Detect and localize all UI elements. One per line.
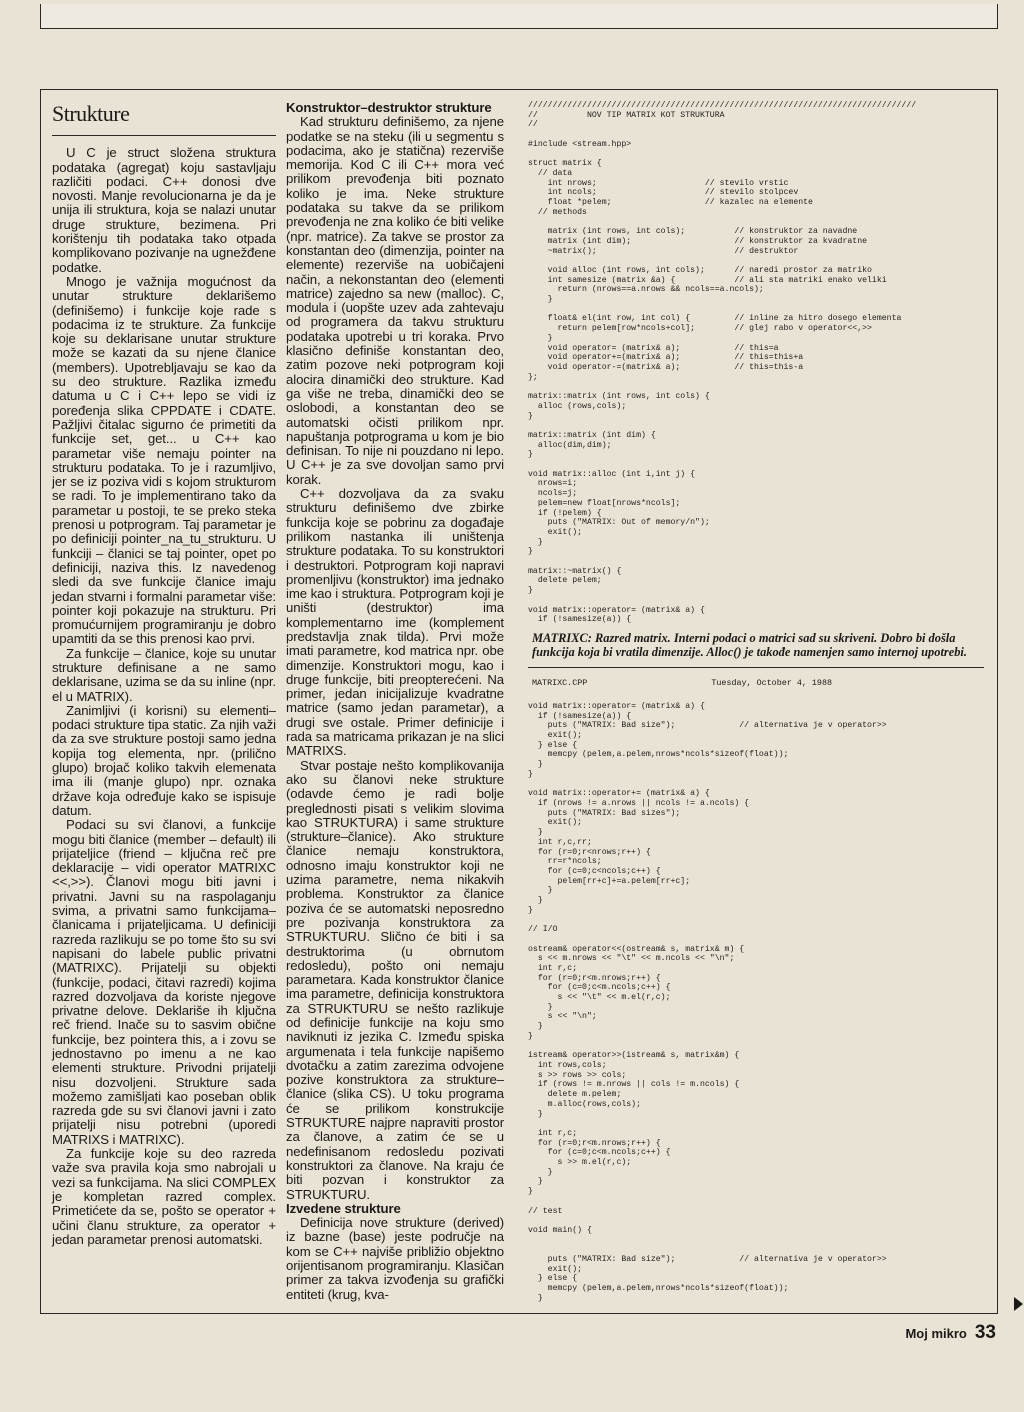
paragraph: Za funkcije – članice, koje su unutar strukture definisane a ne samo deklarisane, uzima se da su inline (npr. el u MATRIX).: [52, 645, 276, 704]
article-title: Strukture: [52, 107, 276, 136]
paragraph: Stvar postaje nešto komplikovanija ako su članovi neke strukture (odavde ćemo je radi bolje preglednosti pisati s velikim slovima kao STRUKTURA) i same strukture (strukture–članice). Ako strukture članice nemaju konstruktora, odnosno imaju konstruktor koji ne uzima parametre, nema nikakvih problema. Konstruktor za članice poziva će se automatski neposredno pre pozivanja konstruktora za STRUKTURU. Slično će biti i sa destruktorima (u obrnutom redosledu), pošto oni nemaju parametara. Kada konstruktor članice ima parametre, definicija konstruktora za STRUKTURU se nešto razlikuje od definicije funkcije na koju smo naviknuti iz jezika C. Između spiska argumenata i tela funkcije napišemo dvotačku a zatim zarezima odvojene pozive konstruktora za strukture–članice (slika CS). U toku programa će se prilikom konstrukcije STRUKTURE najpre napraviti prostor za članove, a zatim će se u nedefinisanom redosledu pozivati konstruktori za članove. Na kraju će biti pozvan i konstruktor za STRUKTURU.: [286, 757, 504, 1202]
magazine-name: Moj mikro: [905, 1326, 967, 1341]
column-2: [286, 101, 504, 1302]
paragraph: C++ dozvoljava da za svaku strukturu definišemo dve zbirke funkcija koje se pobrinu za događaje prilikom nastanka ili uništenja strukture podataka. To su konstruktori i destruktori. Potprogram koji napravi promenljivu (konstruktor) ima jednako ime kao i struktura. Potprogram koji je uništi (destruktor) ima komplementarno ime (komplement predstavlja znak tilda). Prvi može imati parametre, kod matrica npr. obe dimenzije. Konstruktori mogu, kao i druge funkcije, biti preopterećeni. Na primer, jedan inicijalizuje kvadratne matrice (samo jedan parametar), a drugi sve ostale. Primer definicije i rada sa matricama prikazan je na slici MATRIXS.: [286, 486, 504, 759]
paragraph: Mnogo je važnija mogućnost da unutar strukture deklarišemo (definišemo) i funkcije koje rade s podacima iz te strukture. Za funkcije koje su deklarisane unutar strukture može se kazati da su njene članice (members). Upotrebljavaju se kao da su deo strukture. Razlika između datuma u C i C++ lepo se vidi iz poređenja slika CPPDATE i CDATE. Pažljivi čitalac sigurno će primetiti da funkcije set, get... u C++ kao parametar više nemaju pointer na strukturu podataka. To je i razumljivo, jer se iz poziva vidi s kojom strukturom se radi. To je implementirano tako da parametar u postoji, te se preko steka prenosi u potprogram. Taj parametar je po definiciji pointer_na_tu_strukturu. U funkciji – članici se taj pointer, opet po definiciji, naziva this. Iz navedenog sledi da sve funkcije članice imaju jedan stvarni i formalni parametar više: pointer koji pokazuje na strukturu. Pri promućurnijem programiranju je dobro upamtiti da se this prenosi kao prvi.: [52, 273, 276, 647]
top-border-box: [40, 4, 998, 29]
paragraph: Definicija nove strukture (derived) iz bazne (base) jeste područje na kom se C++ najviše približio objektno orijentisanom programiranju. Klasičan primer za takva izvođenja su grafički entiteti (krug, kva-: [286, 1215, 504, 1302]
code-listing-matrixc: void matrix::operator= (matrix& a) { if (!samesize(a)) { puts ("MATRIX: Bad size"); // alternativa je v operator>> exit(); } else { memcpy (pelem,a.pelem,nrows*ncols*sizeof(float)); } } void matrix::operator+= (matrix& a) { if (nrows != a.nrows || ncols != a.ncols) { puts ("MATRIX: Bad sizes"); exit(); } int r,c,rr; for (r=0;r<nrows;r++) { rr=r*ncols; for (c=0;c<ncols;c++) { pelem[rr+c]+=a.pelem[rr+c]; } } } // I/O ostream& operator<<(ostream& s, matrix& m) { s << m.nrows << "\t" << m.ncols << "\n"; int r,c; for (r=0;r<m.nrows;r++) { for (c=0;c<m.ncols;c++) { s << "\t" << m.el(r,c); } s << "\n"; } } istream& operator>>(istream& s, matrix&m) { int rows,cols; s >> rows >> cols; if (rows != m.nrows || cols != m.ncols) { delete m.pelem; m.alloc(rows,cols); } int r,c; for (r=0;r<m.nrows;r++) { for (c=0;c<m.ncols;c++) { s >> m.el(r,c); } } } // test void main() { puts ("MATRIX: Bad size"); // alternativa je v operator>> exit(); } else { memcpy (pelem,a.pelem,nrows*ncols*sizeof(float)); }: [528, 701, 887, 1303]
divider: [528, 667, 984, 668]
paragraph: Podaci su svi članovi, a funkcije mogu biti članice (member – default) ili prijateljice (friend – ključna reč pre deklaracije – vidi operator MATRIXC <<,>>). Članovi mogu biti javni i privatni. Javni su na raspolaganju svima, a privatni samo funkcijama–članicama i prijateljicama. U definiciji razreda razlikuju se po tome što su svi napisani do labele public privatni (MATRIXC). Prijatelji su objekti (funkcije, podaci, čitavi razredi) kojima razred dozvoljava da koriste njegove privatne delove. Deklariše ih ključna reč friend. Inače su to sasvim obične funkcije, bez pointera this, a i zovu se jednostavno po imenu a ne kao elementi strukture. Privodni prijatelji nisu dozvoljeni. Strukture sada možemo zamišljati kao poseban oblik razreda gde su svi članovi javni i zato prijatelji nisu potrebni (uporedi MATRIXS i MATRIXC).: [52, 817, 276, 1147]
paragraph: U C je struct složena struktura podataka (agregat) koju sastavljaju različiti podaci. C++ donosi dve novosti. Manje revolucionarna je da je unija ili struktura, koja se nalazi unutar druge strukture, bezimena. Pri korištenju tih podataka tako otpada komplikovano pozivanje na ugnežđene podatke.: [52, 145, 276, 275]
figure-caption: MATRIXC: Razred matrix. Interni podaci o matrici sad su skriveni. Dobro bi došla funkcija koja bi vratila dimenzije. Alloc() je takođe namenjen samo internoj upotrebi.: [532, 630, 967, 659]
section-heading: Izvedene strukture: [286, 1200, 401, 1216]
code-column: [528, 101, 988, 1304]
listing-date: Tuesday, October 4, 1988: [711, 677, 832, 688]
paragraph: Za funkcije koje su deo razreda važe sva pravila koja smo nabrojali u vezi sa funkcijama. Na slici COMPLEX je kompletan razred complex. Primetićete da se, pošto se operator + učini članu strukture, za operator + jedan parametar prenosi automatski.: [52, 1146, 276, 1247]
page-footer: [905, 1322, 996, 1344]
listing-file-name: MATRIXC.CPP: [532, 677, 588, 688]
code-listing-matrixs: /////////////////////////////////////////////////////////////////////////////// // NOV TIP MATRIX KOT STRUKTURA // #include <stream.hpp> struct matrix { // data int nrows; // stevilo vrstic int ncols; // stevilo stolpcev float *pelem; // kazalec na elemente // methods matrix (int rows, int cols); // konstruktor za navadne matrix (int dim); // konstruktor za kvadratne ~matrix(); // destruktor void alloc (int rows, int cols); // naredi prostor za matriko int samesize (matrix &a) { // ali sta matriki enako veliki return (nrows==a.nrows && ncols==a.ncols); } float& el(int row, int col) { // inline za hitro dosego elementa return pelem[row*ncols+col]; // glej rabo v operator<<,>> } void operator= (matrix& a); // this=a void operator+=(matrix& a); // this=this+a void operator-=(matrix& a); // this=this-a }; matrix::matrix (int rows, int cols) { alloc (rows,cols); } matrix::matrix (int dim) { alloc(dim,dim); } void matrix::alloc (int i,int j) { nrows=i; ncols=j; pelem=new float[nrows*ncols]; if (!pelem) { puts ("MATRIX: Out of memory/n"); exit(); } } matrix::~matrix() { delete pelem; } void matrix::operator= (matrix& a) { if (!samesize(a)) {: [528, 101, 917, 625]
listing-header: [532, 678, 832, 688]
column-1: [52, 101, 276, 1247]
section-heading: Konstruktor–destruktor strukture: [286, 100, 492, 115]
continue-arrow-icon: [1014, 1297, 1023, 1311]
paragraph: Zanimljivi (i korisni) su elementi–podaci strukture tipa static. Za njih važi da za sve strukture postoji samo jedna kopija tog elementa, npr. (prilično glupo) brojač koliko takvih elemenata ima ili (manje glupo) npr. oznaka države koja određuje kako se ispisuje datum.: [52, 702, 276, 818]
page-number: 33: [974, 1322, 996, 1343]
paragraph: Kad strukturu definišemo, za njene podatke se na steku (ili u segmentu s podacima, ako je statična) rezerviše memorija. Kod C ili C++ mora već prilikom prevođenja biti poznato koliko je ima. Neke strukture podataka su takve da se prilikom prevođenja ne zna koliko će biti velike (npr. matrice). Za takve se prostor za konstantan deo (dimenzija, pointer na elemente) rezerviše na uobičajeni način, a nekonstantan deo (elementi matrice) zajedno sa new (malloc). C, modula i (uopšte uzev ada zahtevaju od programera da takvu strukturu podataka upotrebi u tri koraka. Prvo klasično definiše konstantan deo, zatim pozove neki potprogram koji alocira dinamički deo strukture. Kad ga više ne treba, dinamički deo se oslobodi, a konstantan deo se automatski očisti prilikom npr. napuštanja potprograma u kom je bio definisan. To nije ni pouzdano ni lepo. U C++ je za sve dovoljan samo prvi korak.: [286, 114, 504, 487]
